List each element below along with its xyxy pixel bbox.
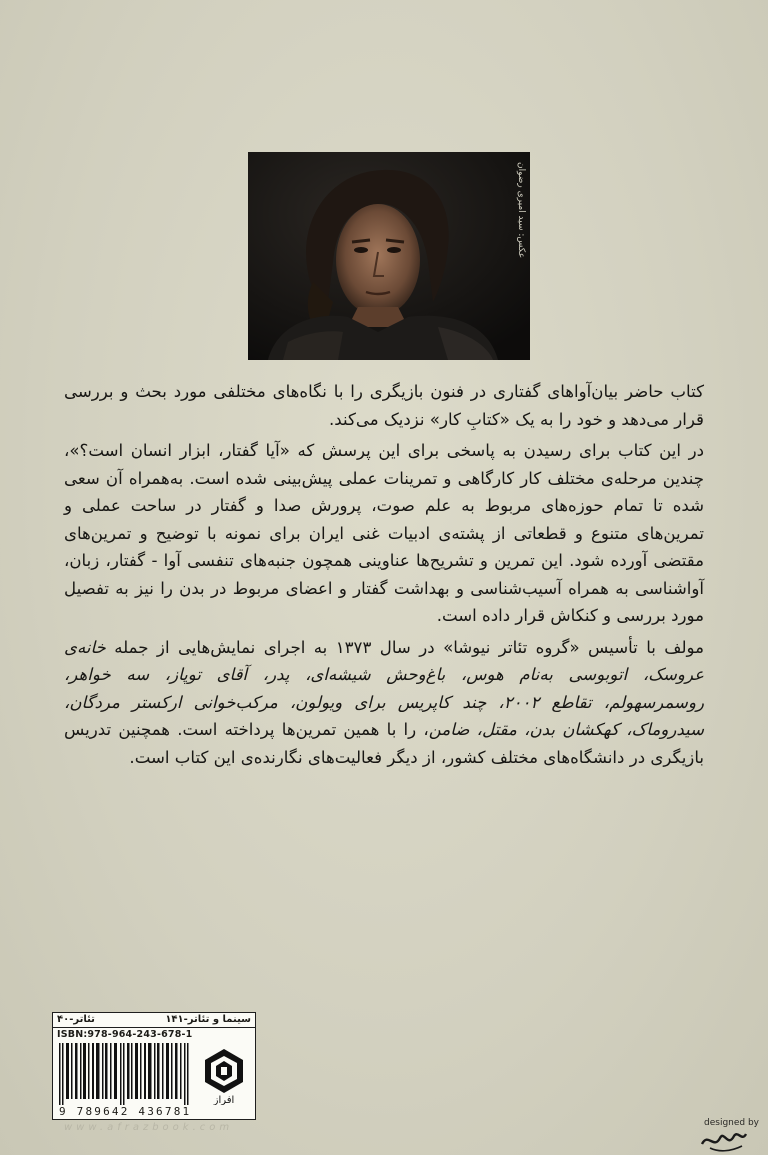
- series-theatre: تئاتر-۴۰: [57, 1014, 95, 1025]
- author-bio-outro: ، را با همین تمرین‌ها پرداخته است. همچنین تدریس بازیگری در دانشگاه‌های مختلف کشور، از دیگر فعالیت‌های نگارنده‌ی این کتاب است.: [64, 720, 704, 767]
- publisher-logo-icon: [201, 1047, 247, 1105]
- description-paragraph-1: کتاب حاضر بیان‌آواهای گفتاری در فنون بازیگری را با نگاه‌های مختلفی مورد بحث و بررسی قرار می‌دهد و خود را به یک «کتابِ کار» نزدیک می‌کند.: [64, 382, 704, 429]
- barcode-image: [57, 1043, 195, 1105]
- author-portrait-image: [248, 152, 530, 360]
- book-description: [64, 378, 704, 775]
- author-works-list: خانه‌ی عروسک، اتوبوسی به‌نام هوس، باغ‌وحش شیشه‌ای، پدر، آقای توپاز، سه خواهر، روسمرسهولم، تقاطع ۲۰۰۲، چند کاپریس برای ویولون، مرکب‌خوانی ارکستر مردگان، سیدروماک، کهکشان بدن، مقتل، ضامن: [64, 637, 705, 739]
- description-paragraph-3: [64, 634, 704, 772]
- isbn-label: ISBN:978-964-243-678-1: [57, 1029, 193, 1040]
- designer-signature-icon: [698, 1126, 750, 1154]
- barcode-digits: 9 789642 436781: [59, 1105, 192, 1118]
- author-bio-intro: مولف با تأسیس «گروه تئاتر نیوشا» در سال ۱۳۷۳ به اجرای نمایش‌هایی از جمله: [105, 637, 704, 657]
- series-cinema-theatre: سینما و تئاتر-۱۴۱: [165, 1014, 251, 1025]
- designed-by-label: designed by: [704, 1118, 760, 1128]
- website-watermark: www.afrazbook.com: [64, 1122, 234, 1133]
- photo-credit: عکس: سید امیری رضوان: [516, 162, 526, 259]
- publisher-name: افراز: [213, 1095, 235, 1105]
- description-paragraph-2: در این کتاب برای رسیدن به پاسخی برای این پرسش که «آیا گفتار، ابزار انسان است؟»، چندین مرحله‌ی مختلف کار کارگاهی و تمرینات عملی پیش‌بینی شده است. به‌همراه آن سعی شده تا تمام حوزه‌های مربوط به علم صوت، پرورش صدا و گفتار در ساحت عملی و تمرین‌های متنوع و قطعاتی از پشته‌ی ادبیات غنی ایران برای نمونه با توضیح و تمرین‌های مقتضی آورده شود. این تمرین و تشریح‌ها عناوینی همچون جنبه‌های تنفسی آوا - گفتار، زبان، آواشناسی به همراه آسیب‌شناسی و بهداشت گفتار و اعضای مربوط در بدن را نیز به تفصیل مورد بررسی و کنکاش قرار داده است.: [64, 441, 704, 625]
- barcode-box: [52, 1012, 256, 1120]
- series-row: [53, 1013, 255, 1028]
- author-photo: [248, 152, 530, 360]
